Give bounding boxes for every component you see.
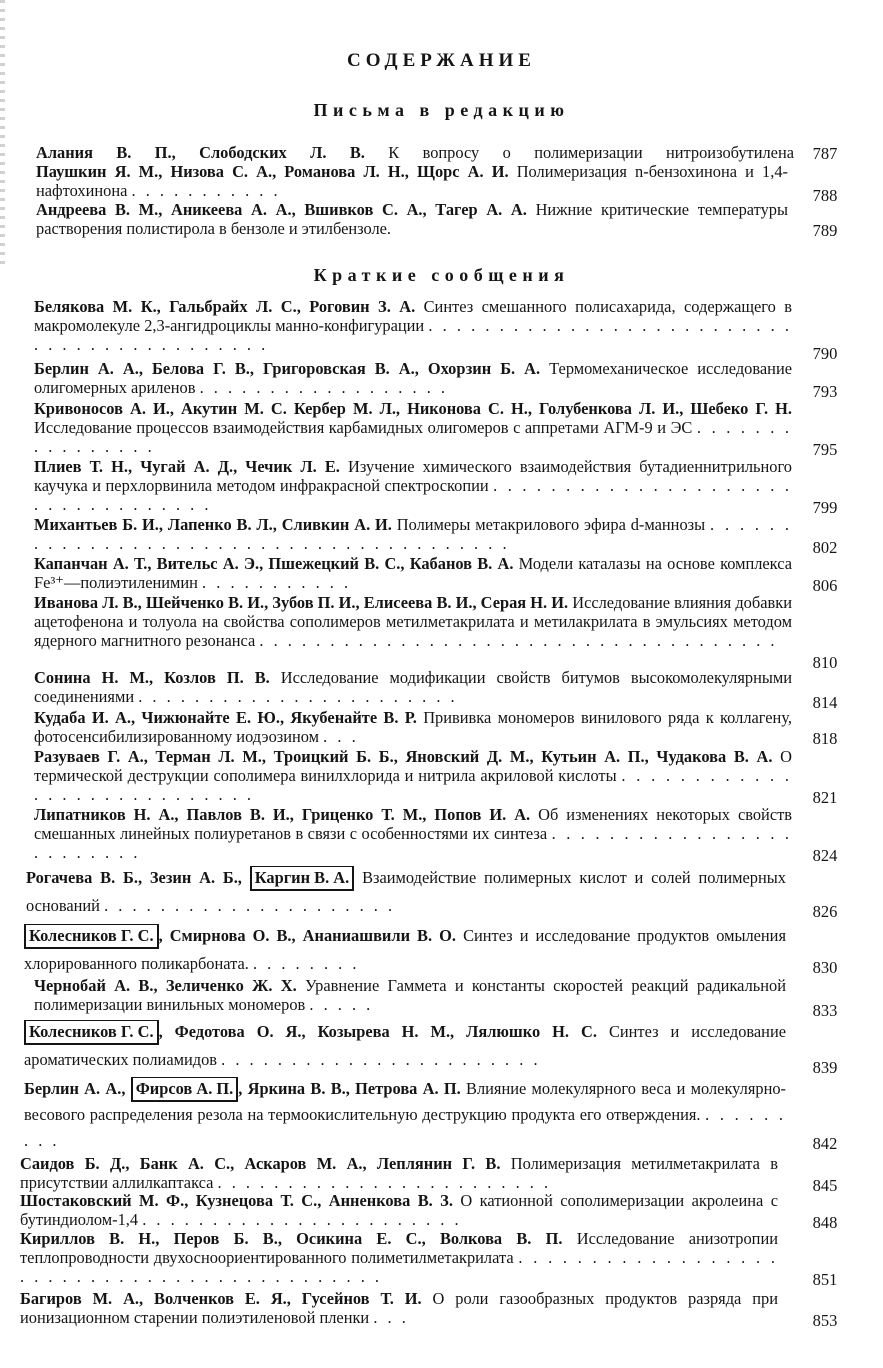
entry-authors: Паушкин Я. М., Низова С. А., Романова Л. Н., Щорс А. И. [36,162,509,181]
entry-title: Прививка мономеров винилового ряда к коллагену, фотосенсибилизированному иодэозином [34,708,792,746]
entry-authors: Липатников Н. А., Павлов В. И., Гриценко Т. М., Попов И. А. [34,805,531,824]
entry-title: Синтез и исследование ароматических полиамидов [24,1022,786,1069]
entry-authors: Саидов Б. Д., Банк А. С., Аскаров М. А., Леплянин Г. В. [20,1154,501,1173]
entry-title: Об изменениях некоторых свойств смешанных линейных полиуретанов в связи с особенностями их синтеза [34,805,792,843]
entry-page: 824 [812,846,838,865]
entry-page: 793 [812,382,838,401]
entry-title: О роли газообразных продуктов разряда при ионизационном старении полиэтиленовой пленки [20,1289,778,1327]
entry-title: О термической деструкции сополимера винилхлорида и нитрила акриловой кислоты [34,747,792,785]
entry-title: Влияние молекулярного веса и молекулярно-весового распределения резола на термоокислительную деструкцию продукта его отверждения. [24,1079,786,1124]
entry-page: 830 [812,958,838,977]
entry-title: Модели каталазы на основе комплекса Fe³⁺—полиэтиленимин [34,554,792,592]
entry-authors: Разуваев Г. А., Терман Л. М., Троицкий Б. Б., Яновский Д. М., Кутьин А. П., Чудакова В. А. [34,747,773,766]
entry-authors: Сонина Н. М., Козлов П. В. [34,668,270,687]
entry-authors: Шостаковский М. Ф., Кузнецова Т. С., Анненкова В. З. [20,1191,453,1210]
entry-page: 789 [812,221,838,240]
entry-authors: Берлин А. А., Белова Г. В., Григоровская В. А., Охорзин Б. А. [34,359,541,378]
page-title: СОДЕРЖАНИЕ [347,50,536,71]
scan-edge-mark [0,0,5,270]
entry-title: Полимеризация метилметакрилата в присутствии аллилкаптакса [20,1154,778,1192]
entry-page: 845 [812,1176,838,1195]
entry-authors: Капанчан А. Т., Витeльс А. Э., Пшежецкий В. С., Кабанов В. А. [34,554,514,573]
entry-page: 814 [812,693,838,712]
entry-authors: Иванова Л. В., Шейченко В. И., Зубов П. И., Елисеева В. И., Серая Н. И. [34,593,569,612]
entry-title: Исследование модификации свойств битумов высокомолекулярными соединениями [34,668,792,706]
entry-page: 787 [812,144,838,163]
entry-title: О катионной сополимеризации акролеина с бутиндиолом-1,4 [20,1191,778,1229]
entry-title: Уравнение Гаммета и константы скоростей реакций радикальной полимеризации винильных мономеров [34,976,786,1014]
deceased-author-frame: Колесников Г. С. [24,1020,159,1045]
entry-page: 848 [812,1213,838,1232]
entry-authors: Плиев Т. Н., Чугай А. Д., Чечик Л. Е. [34,457,340,476]
entry-page: 842 [812,1134,838,1153]
entry-authors: Кривоносов А. И., Акутин М. С. Кербер М. Л., Никонова С. Н., Голубенкова Л. И., Шебеко Г. Н. [34,399,792,418]
entry-page: 826 [812,902,838,921]
entry-authors: , Федотова О. Я., Козырева Н. М., Лялюшко Н. С. [158,1022,597,1041]
entry-authors: , Смирнова О. В., Ананиашвили В. О. [158,926,456,945]
entry-title: Взаимодействие полимерных кислот и солей полимерных оснований [26,868,786,915]
entry-title: Термомеханическое исследование олигомерных ариленов [34,359,792,397]
entry-authors: Кудаба И. А., Чижюнайте Е. Ю., Якубенайте В. Р. [34,708,417,727]
deceased-author-frame: Колесников Г. С. [24,924,159,949]
section-heading-letters: Письма в редакцию [313,100,570,120]
entry-page: 851 [812,1270,838,1289]
entry-page: 788 [812,186,838,205]
entry-authors: Алания В. П., Слободских Л. В. [36,143,365,162]
entry-authors: , Яркина В. В., Петрова А. П. [238,1079,461,1098]
entry-title: Синтез смешанного полисахарида, содержащего в макромолекуле 2,3-ангидроциклы манно-конфигурации [34,297,792,335]
deceased-author-frame: Фирсов А. П. [131,1077,239,1102]
entry-page: 806 [812,576,838,595]
section-heading-short-reports: Краткие сообщения [313,265,570,285]
entry-authors: Багиров М. А., Волченков Е. Я., Гусейнов Т. И. [20,1289,422,1308]
entry-title: Синтез и исследование продуктов омыления хлорированного поликарбоната. [24,926,786,973]
entry-authors: Рогачева В. Б., Зезин А. Б., [26,868,242,887]
entry-title: Исследование анизотропии теплопроводности двухосноориентированного полиметилметакрилата [20,1229,778,1267]
entry-page: 818 [812,729,838,748]
entry-page: 790 [812,344,838,363]
entry-page: 853 [812,1311,838,1330]
entry-title: Полимеризация n-бензохинона и 1,4-нафтохинона [36,162,788,200]
contents-page: СОДЕРЖАНИЕ Письма в редакцию Алания В. П., Слободских Л. В. К вопросу о полимеризации нитроизобутилена 787 Паушкин Я. М., Низова С. А., Романова Л. Н., Щорс А. И. Полимеризация n-бензохинона и 1,4-нафтохинона . . . . . . . . . . . 788 Андреева В. М., Аникеева А. А., Вшивков С. А., Тагер А. А. Нижние критические температуры растворения полистирола в бензоле и этилбензоле. 789 Краткие сообщения Белякова М. К., Гальбрайх Л. С., Роговин З. А. Синтез смешанного полисахарида, содержащего в макромолекуле 2,3-ангидроциклы манно-конфигурации . . . . . . . . . . . . . . . . . . . . . . . . . . . . . . . . . . . . . . . . . . . 790 Берлин А. А., Белова Г. В., Григоровская В. А., Охорзин Б. А. Термомеханическое исследование олигомерных ариленов . . . . . . . . . . . . . . . . . . 793 Кривоносов А. И., Акутин М. С. Кербер М. Л., Никонова С. Н., Голубенкова Л. И., Шебеко Г. Н. Исследование процессов взаимодействия карбамидных олигомеров с аппретами АГМ-9 и ЭС . . . . . . . . . . . . . . . . 795 Плиев Т. Н., Чугай А. Д., Чечик Л. Е. Изучение химического взаимодействия бутадиеннитрильного каучука и перхлорвинила методом инфракрасной спектроскопии . . . . . . . . . . . . . . . . . . . . . . . . . . . . . . . . . . 799 Михантьев Б. И., Лапенко В. Л., Сливкин А. И. Полимеры метакрилового эфира d-маннозы . . . . . . . . . . . . . . . . . . . . . . . . . . . . . . . . . . . . . . . . 802 Капанчан А. Т., Витeльс А. Э., Пшежецкий В. С., Кабанов В. А. Модели каталазы на основе комплекса Fe³⁺—полиэтиленимин . . . . . . . . . . . 806 Иванова Л. В., Шейченко В. И., Зубов П. И., Елисеева В. И., Серая Н. И. Исследование влияния добавки ацетофенона и толуола на свойства сополимеров метилметакрилата и метилакрилата в эмульсиях методом ядерного магнитного резонанса . . . . . . . . . . . . . . . . . . . . . . . . . . . . . . . . . . . . . 810 Сонина Н. М., Козлов П. В. Исследование модификации свойств битумов высокомолекулярными соединениями . . . . . . . . . . . . . . . . . . . . . . . 814 Кудаба И. А., Чижюнайте Е. Ю., Якубенайте В. Р. Прививка мономеров винилового ряда к коллагену, фотосенсибилизированному иодэозином . . . 818 Разуваев Г. А., Терман Л. М., Троицкий Б. Б., Яновский Д. М., Кутьин А. П., Чудакова В. А. О термической деструкции сополимера винилхлорида и нитрила акриловой кислоты . . . . . . . . . . . . . . . . . . . . . . . . . . . . 821 Липатников Н. А., Павлов В. И., Гриценко Т. М., Попов И. А. Об изменениях некоторых свойств смешанных линейных полиуретанов в связи с особенностями их синтеза . . . . . . . . . . . . . . . . . . . . . . . . . 824 Рогачева В. Б., Зезин А. Б., Каргин В. А. Взаимодействие полимерных кислот и солей полимерных оснований . . . . . . . . . . . . . . . . . . . . . 826 Колесников Г. С. , Смирнова О. В., Ананиашвили В. О. Синтез и исследование продуктов омыления хлорированного поликарбоната. . . . . . . . . 830 Чернобай А. В., Зеличенко Ж. Х. Уравнение Гаммета и константы скоростей реакций радикальной полимеризации винильных мономеров . . . . . 833 Колесников Г. С. , Федотова О. Я., Козырева Н. М., Лялюшко Н. С. Синтез и исследование ароматических полиамидов . . . . . . . . . . . . . . . . . . . . . . . 839 Берлин А. А., Фирсов А. П. , Яркина В. В., Петрова А. П. Влияние молекулярного веса и молекулярно-весового распределения резола на термоокислительную деструкцию продукта его отверждения. . . . . . . . . . 842 Саидов Б. Д., Банк А. С., Аскаров М. А., Леплянин Г. В. Полимеризация метилметакрилата в присутствии аллилкаптакса . . . . . . . . . . . . . . . . . . . . . . . . 845 Шостаковский М. Ф., Кузнецова Т. С., Анненкова В. З. О катионной сополимеризации акролеина с бутиндиолом-1,4 . . . . . . . . . . . . . . . . . . . . . . . 848 Кириллов В. Н., Перов Б. В., Осикина Е. С., Волкова В. П. Исследование анизотропии теплопроводности двухосноориентированного полиметилметакрилата . . . . . . . . . . . . . . . . . . . . . . . . . . . . . . . . . . . . . . . . . . . . 851 Багиров М. А., Волченков Е. Я., Гусейнов Т. И. О роли газообразных продуктов разряда при ионизационном старении полиэтиленовой пленки . . . 853 [0,0,883,1368]
entry-authors: Михантьев Б. И., Лапенко В. Л., Сливкин А. И. [34,515,392,534]
entry-page: 799 [812,498,838,517]
entry-authors: Белякова М. К., Гальбрайх Л. С., Роговин З. А. [34,297,416,316]
entry-title: Нижние критические температуры растворения полистирола в бензоле и этилбензоле. [36,200,788,238]
entry-title: Изучение химического взаимодействия бутадиеннитрильного каучука и перхлорвинила методом инфракрасной спектроскопии [34,457,792,495]
entry-authors: Берлин А. А., [24,1079,126,1098]
entry-title: Исследование процессов взаимодействия карбамидных олигомеров с аппретами АГМ-9 и ЭС [34,417,693,437]
entry-page: 802 [812,538,838,557]
entry-authors: Андреева В. М., Аникеева А. А., Вшивков С. А., Тагер А. А. [36,200,527,219]
deceased-author-frame: Каргин В. А. [250,866,354,891]
entry-page: 821 [812,788,838,807]
entry-authors: Кириллов В. Н., Перов Б. В., Осикина Е. С., Волкова В. П. [20,1229,563,1248]
entry-title: Полимеры метакрилового эфира d-маннозы [396,515,706,534]
entry-title: Исследование влияния добавки ацетофенона и толуола на свойства сополимеров метилметакрилата и метилакрилата в эмульсиях методом ядерного магнитного резонанса [34,593,792,650]
entry-authors: Чернобай А. В., Зеличенко Ж. Х. [34,976,297,995]
entry-page: 833 [812,1001,838,1020]
entry-page: 839 [812,1058,838,1077]
entry-page: 795 [812,440,838,459]
entry-title: К вопросу о полимеризации нитроизобутилена [388,143,794,162]
entry-page: 810 [812,653,838,672]
